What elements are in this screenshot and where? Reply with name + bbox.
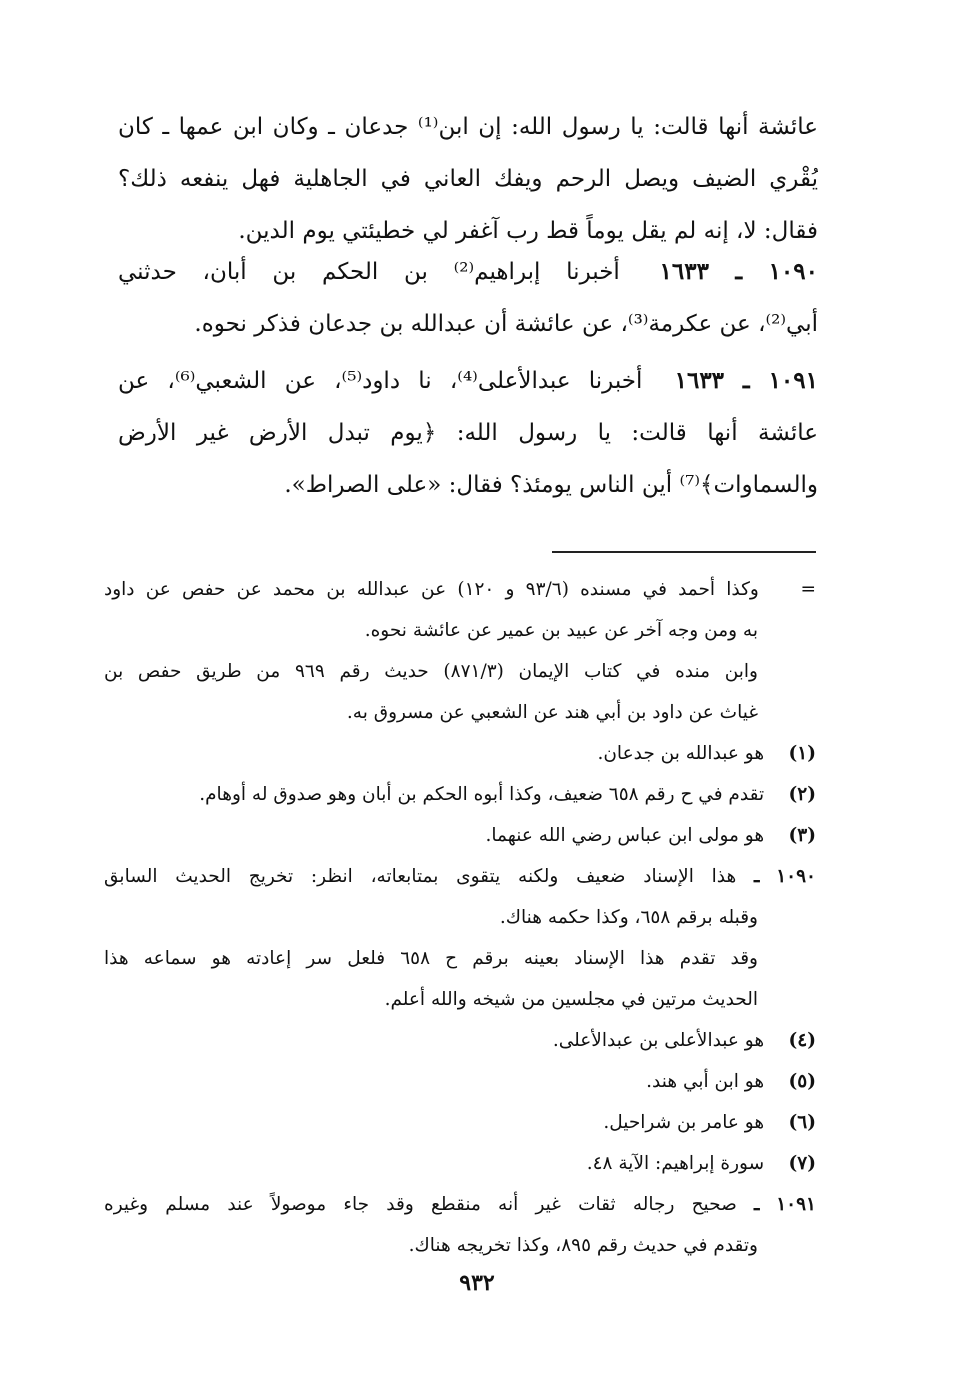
footnote-line: وابن منده في كتاب الإيمان (٨٧١/٣) حديث رقم ٩٦٩ من طريق حفص بن: [104, 661, 758, 682]
footnote-1: (١) هو عبدالله بن جدعان.: [104, 733, 816, 774]
footnote-divider: [552, 551, 816, 553]
hadith-1091: [118, 355, 818, 511]
footnote-line: وقبله برقم ٦٥٨، وكذا حكمه هناك.: [499, 907, 758, 928]
hadith-1090: [118, 246, 818, 350]
footnote-number: (١): [788, 743, 816, 764]
page-number: ٩٣٢: [459, 1270, 495, 1296]
hadith-number: ١٠٩٠ ـ ١٦٣٣: [659, 258, 818, 285]
hadith-number: ١٠٩١ ـ: [754, 1194, 816, 1215]
footnote-number: (٣): [788, 825, 816, 846]
text-line: يُقْري الضيف ويصل الرحم ويفك العاني في الجاهلية فهل ينفعه ذلك؟: [118, 166, 818, 192]
hadith-number: ١٠٩٠ ـ: [754, 866, 816, 887]
footnote-number: (٥): [788, 1071, 816, 1092]
hadith-text: أخبرنا عبدالأعلى⁽⁴⁾، نا داود⁽⁵⁾، عن الشعبي⁽⁶⁾، عن: [118, 368, 643, 394]
footnote-3: (٣) هو مولى ابن عباس رضي الله عنهما.: [104, 815, 816, 856]
takhrij-1091: ١٠٩١ ـ صحيح رجاله ثقات غير أنه منقطع وقد جاء موصولاً عند مسلم وغيره: [104, 1184, 816, 1225]
footnote-line: الحديث مرتين في مجلسين من شيخه والله أعلم.: [384, 989, 758, 1010]
text-line: عائشة أنها قالت: يا رسول الله: ﴿يوم تبدل الأرض غير الأرض: [118, 420, 818, 446]
footnote-number: (٧): [788, 1153, 816, 1174]
footnote-number: (٤): [788, 1030, 816, 1051]
footnote-line: به ومن وجه آخر عن عبيد بن عمير عن عائشة نحوه.: [364, 620, 758, 641]
text-line: [118, 246, 818, 298]
hadith-text: أخبرنا إبراهيم⁽²⁾ بن الحكم بن أبان، حدثني: [118, 259, 620, 285]
footnote-6: (٦) هو عامر بن شراحيل.: [104, 1102, 816, 1143]
footnote-line: وتقدم في حديث رقم ٨٩٥، وكذا تخريجه هناك.: [408, 1235, 758, 1256]
footnote-line: غياث عن داود بن أبي هند عن الشعبي عن مسروق به.: [346, 702, 758, 723]
text-line: والسماوات﴾⁽⁷⁾ أين الناس يومئذ؟ فقال: «على الصراط».: [284, 472, 818, 498]
text-line: [118, 355, 818, 407]
hadith-1089-text: [118, 101, 818, 257]
text-line: فقال: لا، إنه لم يقل يوماً قط رب آغفر لي خطيئتي يوم الدين.: [238, 218, 818, 244]
continuation-mark: =: [800, 579, 816, 600]
footnote-line: = وكذا أحمد في مسنده (٩٣/٦ و ١٢٠) عن عبدالله بن محمد عن حفص عن داود: [104, 569, 816, 610]
footnote-number: (٦): [788, 1112, 816, 1133]
text-line: عائشة أنها قالت: يا رسول الله: إن ابن⁽¹⁾ جدعان ـ وكان ابن عمها ـ كان: [118, 114, 818, 140]
text-line: أبي⁽²⁾، عن عكرمة⁽³⁾، عن عائشة أن عبدالله بن جدعان فذكر نحوه.: [194, 311, 818, 337]
footnote-5: (٥) هو ابن أبي هند.: [104, 1061, 816, 1102]
footnote-4: (٤) هو عبدالأعلى بن عبدالأعلى.: [104, 1020, 816, 1061]
footnotes: [104, 569, 816, 1266]
takhrij-1090: ١٠٩٠ ـ هذا الإسناد ضعيف ولكنه يتقوى بمتابعاته، انظر: تخريج الحديث السابق: [104, 856, 816, 897]
footnote-2: (٢) تقدم في ح رقم ٦٥٨ ضعيف، وكذا أبوه الحكم بن أبان وهو صدوق له أوهام.: [104, 774, 816, 815]
footnote-7: (٧) سورة إبراهيم: الآية ٤٨.: [104, 1143, 816, 1184]
footnote-number: (٢): [788, 784, 816, 805]
hadith-number: ١٠٩١ ـ ١٦٣٣: [674, 367, 818, 394]
footnote-line: وقد تقدم هذا الإسناد بعينه برقم ح ٦٥٨ فلعل سر إعادته هو سماعه هذا: [104, 948, 758, 969]
